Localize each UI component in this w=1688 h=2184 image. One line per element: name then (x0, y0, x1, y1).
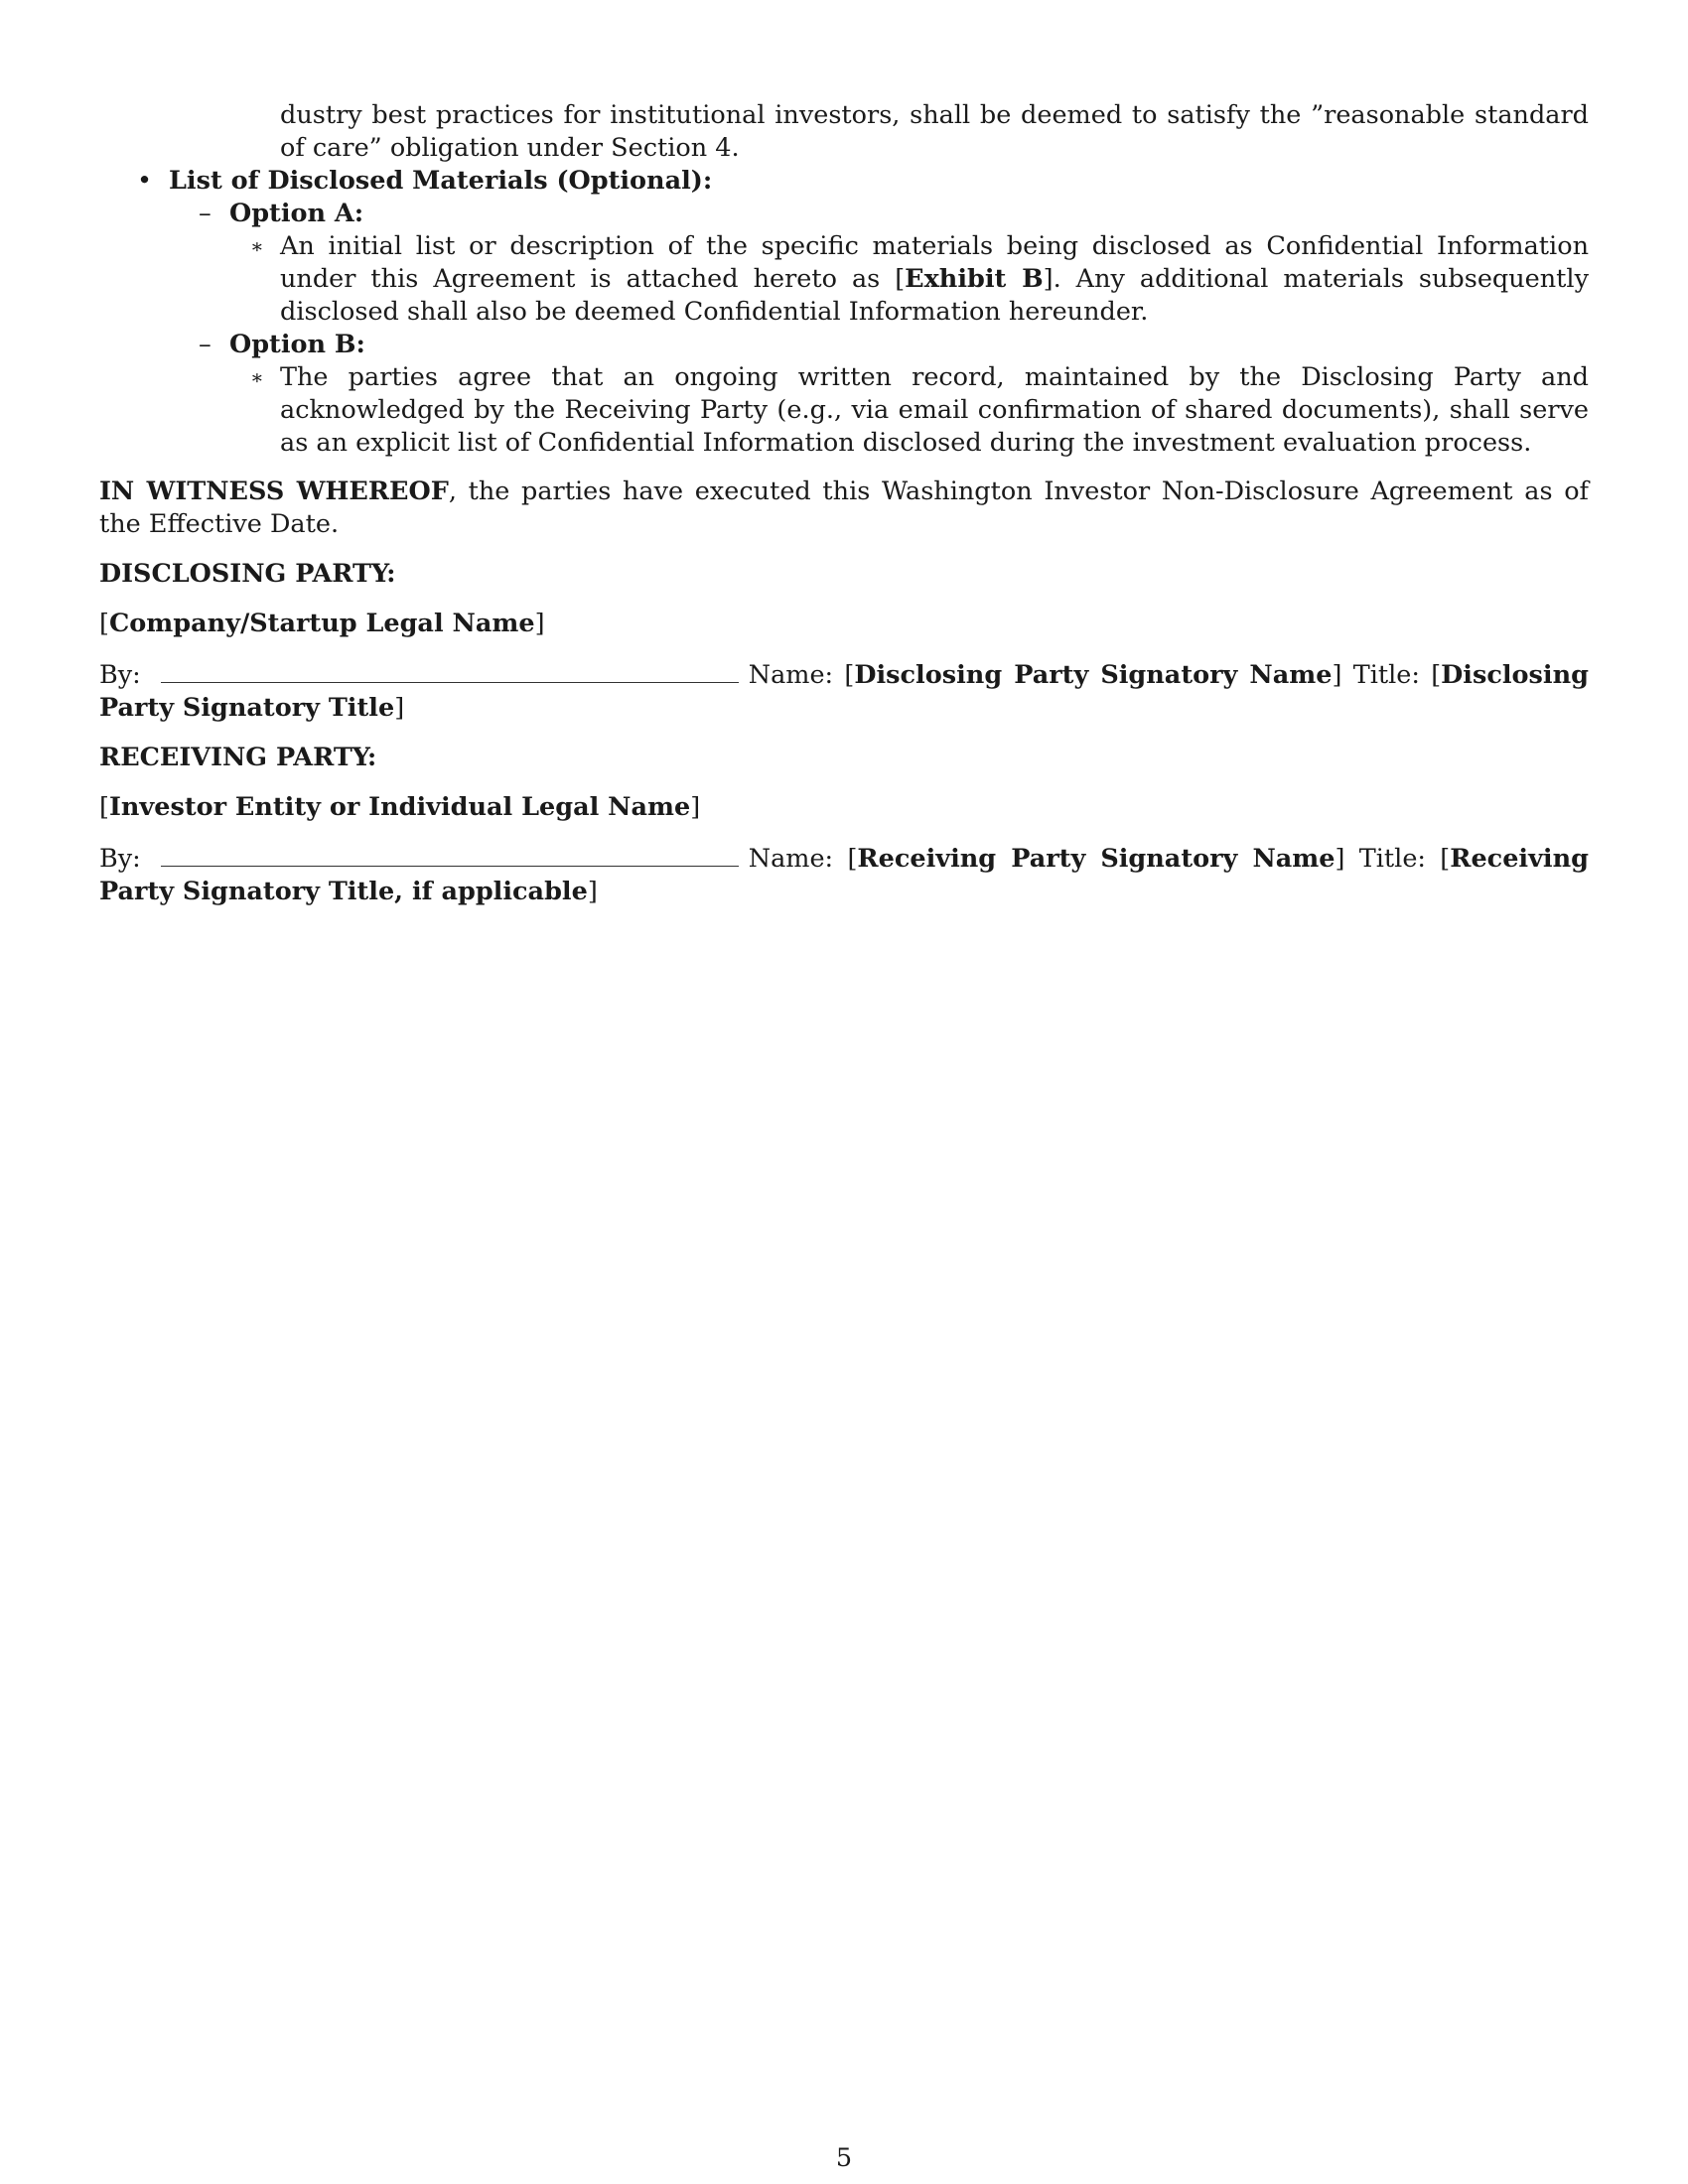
option-b-label: Option B: (229, 330, 365, 359)
disclosing-signatory-name: Disclosing Party Signatory Name (854, 660, 1333, 690)
option-a-text-after: ]. Any additional materials subsequently disclosed shall also be deemed Confidential Information hereunder. (280, 264, 1589, 327)
open-bracket: [ (99, 609, 109, 638)
disclosing-signatory-title: Disclosing Party Signatory Title (99, 660, 1589, 723)
exhibit-reference: Exhibit B (905, 264, 1044, 294)
disclosing-signature-line[interactable] (161, 658, 739, 683)
name-label: Name: (748, 660, 834, 690)
page-number: 5 (835, 2143, 853, 2173)
continued-paragraph (280, 99, 1589, 165)
witness-paragraph (99, 476, 1589, 541)
disclosed-materials-title: List of Disclosed Materials (Optional): (169, 166, 713, 196)
title-label: Title: (1358, 844, 1426, 874)
disclosing-party-entity (99, 608, 1589, 640)
dash-marker: – (199, 330, 211, 359)
bullet-disclosed-materials (99, 165, 1589, 198)
option-b-subitem (99, 361, 1589, 460)
title-label: Title: (1352, 660, 1420, 690)
by-label: By: (99, 844, 141, 874)
continued-line-1: dustry best practices for institutional investors, shall be deemed to satisfy the ”reasonable standard of care” (280, 100, 1589, 163)
option-b-item (99, 329, 1589, 361)
open-bracket: [ (99, 792, 109, 822)
receiving-entity-name: Investor Entity or Individual Legal Name (108, 792, 691, 822)
name-label: Name: (748, 844, 834, 874)
receiving-signatory-title: Receiving Party Signatory Title, if applicable (99, 844, 1589, 906)
receiving-party-heading: RECEIVING PARTY: (99, 743, 377, 772)
star-marker: ∗ (250, 365, 264, 389)
close-bracket: ] (534, 609, 545, 638)
option-a-label: Option A: (229, 199, 364, 228)
receiving-party-entity (99, 791, 1589, 824)
receiving-signature-line[interactable] (161, 842, 739, 867)
option-a-item (99, 198, 1589, 230)
witness-text: , the parties have executed this Washington Investor Non-Disclosure Agreement as of the Effective Date. (99, 477, 1589, 539)
option-b-text: The parties agree that an ongoing written record, maintained by the Disclosing Party and acknowledged by the Receiving Party (e.g., via email confirmation of shared documents), shall serve as an explicit list of Confidential Information disclosed during the investment evaluation process. (280, 362, 1589, 458)
option-a-subitem (99, 230, 1589, 329)
option-a-text-before: An initial list or description of the specific materials being disclosed as Confidential Information under this Agreement is attached hereto as [ (280, 231, 1589, 294)
dash-marker: – (199, 199, 211, 228)
continued-line-2: obligation under Section 4. (389, 133, 740, 163)
witness-lead: IN WITNESS WHEREOF (99, 477, 449, 506)
disclosing-signature-row: By: Name: [Disclosing Party Signatory Name] Title: [Disclosing Party Signatory Title] (99, 660, 1589, 723)
close-bracket: ] (690, 792, 701, 822)
disclosing-party-heading: DISCLOSING PARTY: (99, 559, 396, 589)
by-label: By: (99, 660, 141, 690)
disclosing-entity-name: Company/Startup Legal Name (108, 609, 535, 638)
document-page (99, 99, 1589, 908)
receiving-signatory-name: Receiving Party Signatory Name (857, 844, 1336, 874)
receiving-signature-row: By: Name: [Receiving Party Signatory Name] Title: [Receiving Party Signatory Title, if applicable] (99, 844, 1589, 906)
star-marker: ∗ (250, 234, 264, 258)
bullet-marker: • (137, 166, 153, 196)
